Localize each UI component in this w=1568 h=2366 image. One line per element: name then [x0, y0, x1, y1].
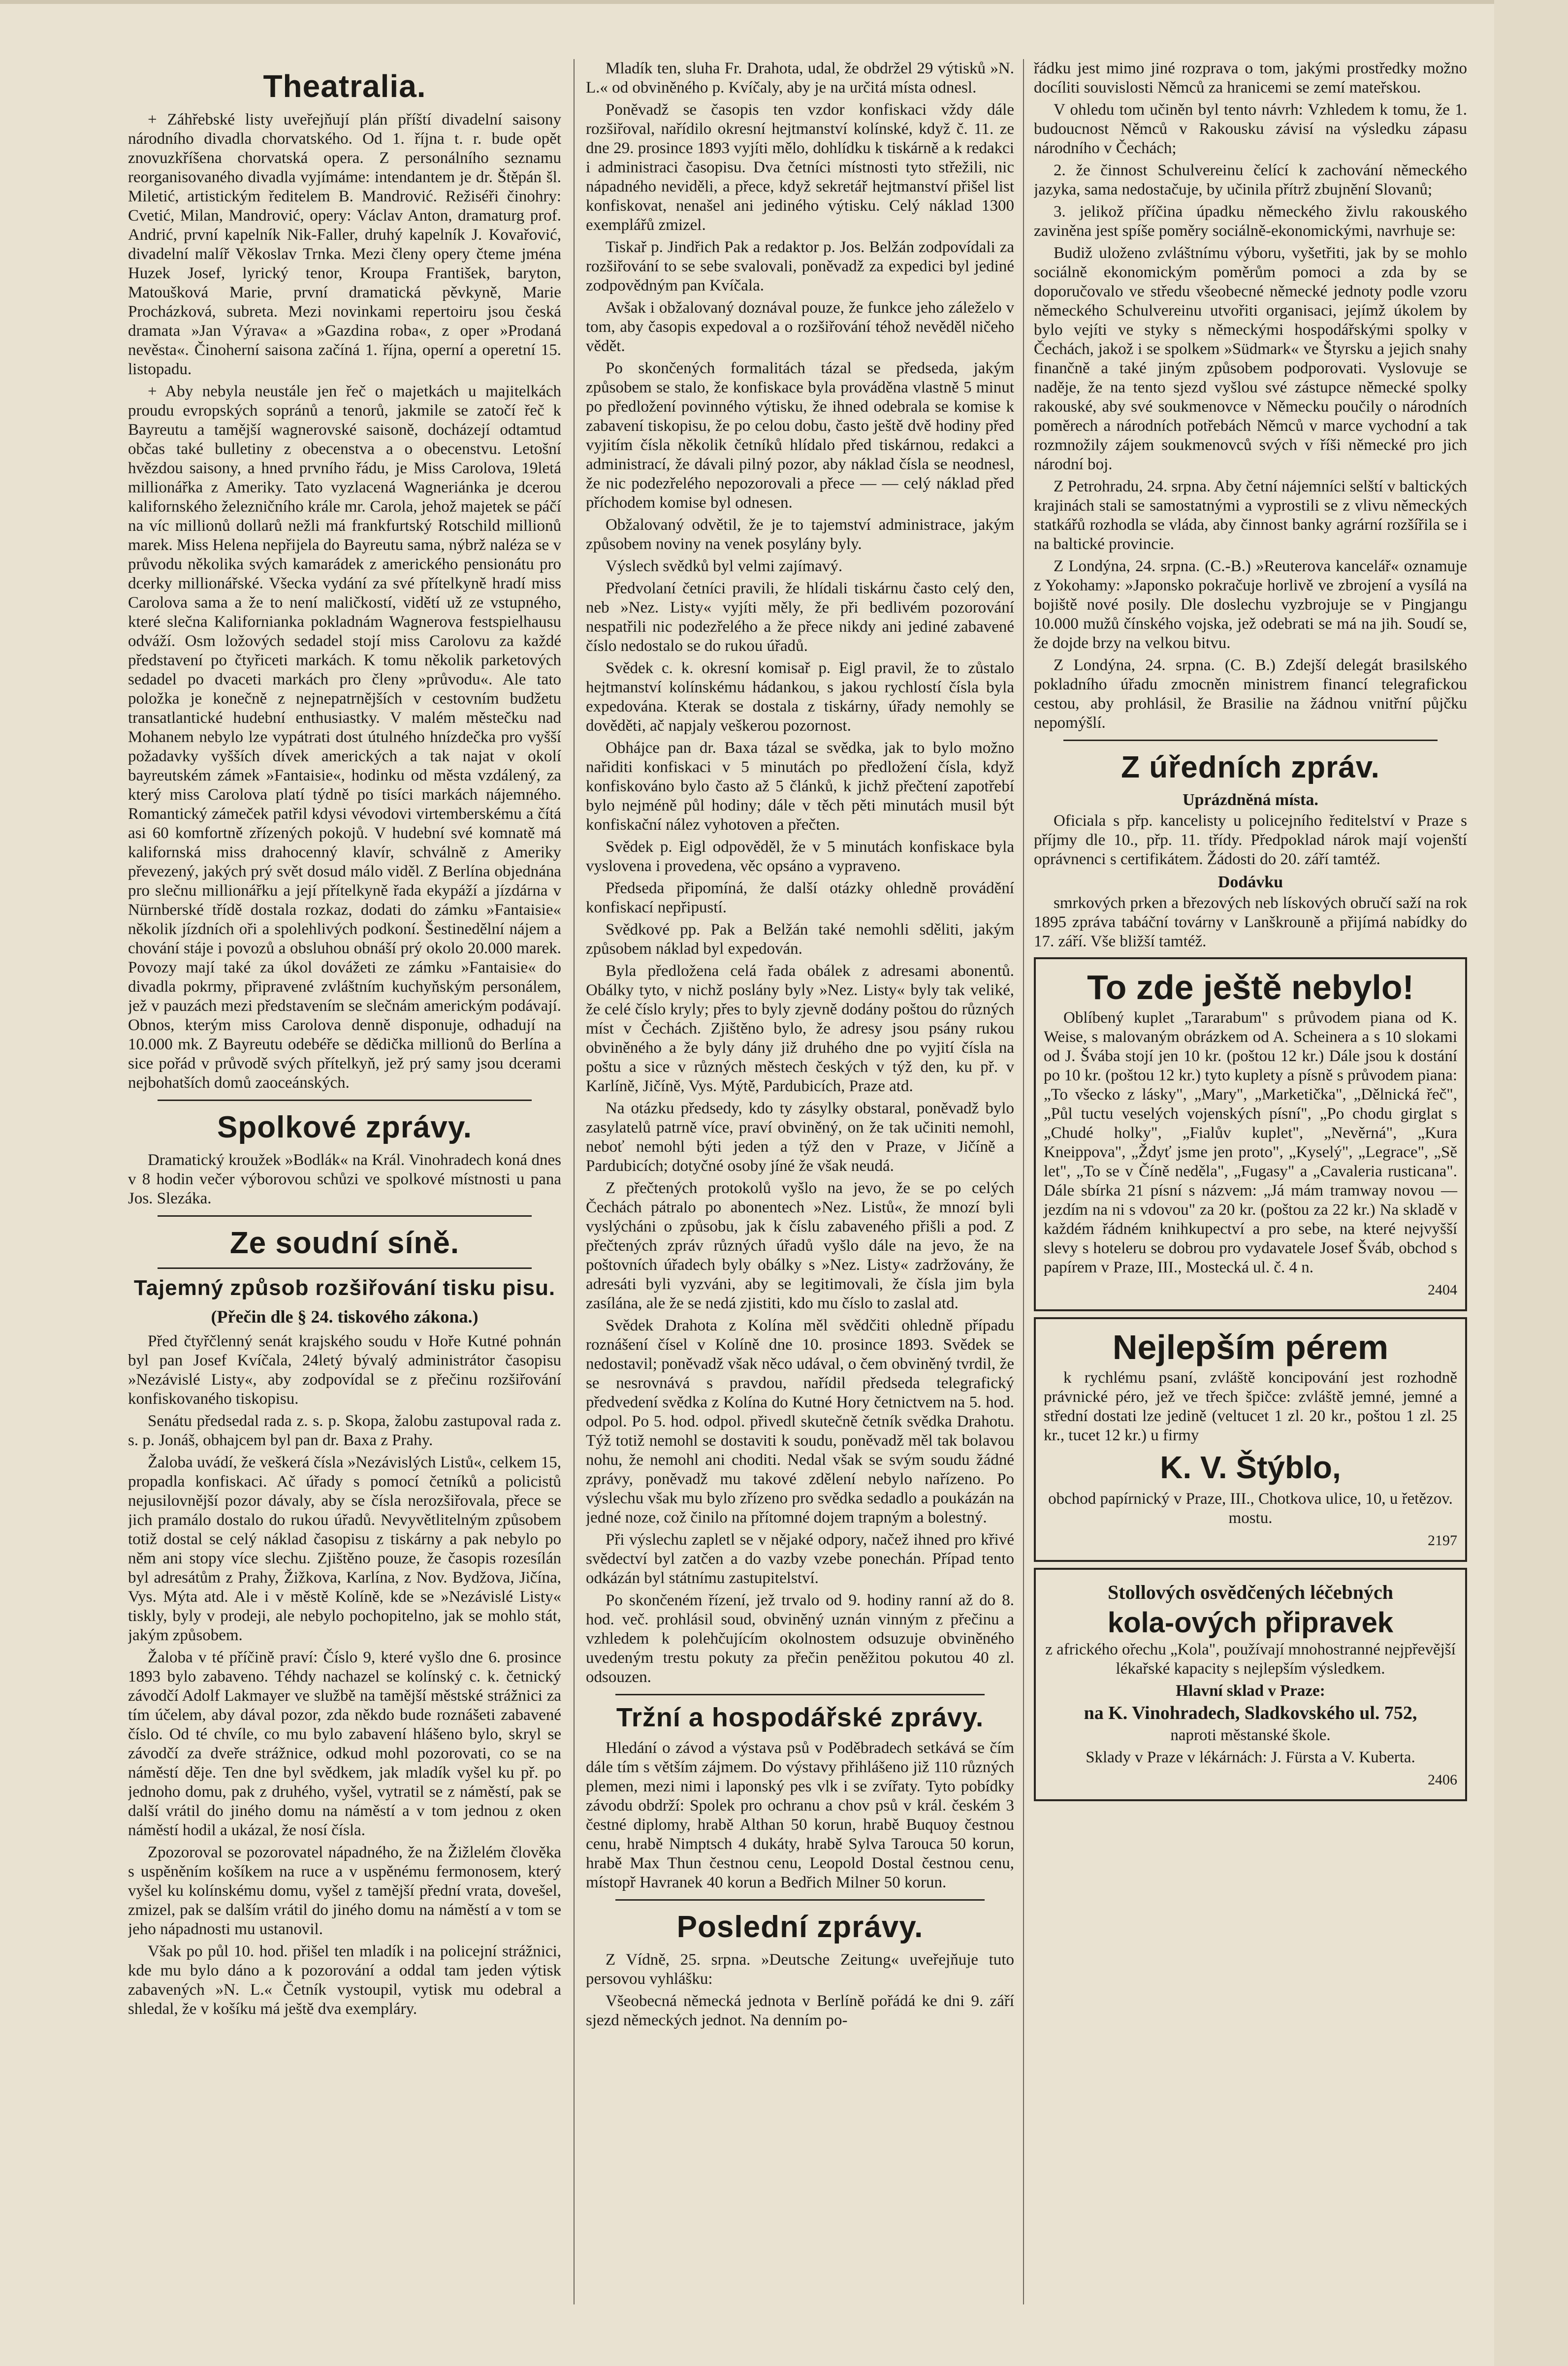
- spolkove-article: Dramatický kroužek »Bodlák« na Král. Vinohradech koná dnes v 8 hodin večer výborovou schůzi ve spolkové místnosti u pana Jos. Slezáka.: [128, 1151, 561, 1207]
- column-rule-2: [1023, 59, 1024, 2304]
- court-cont-10: Obhájce pan dr. Baxa tázal se svědka, jak to bylo možno nařiditi konfiskaci v 5 minutách po předložení čísla, když konfiskováno bylo často až 5 článků, k jichž přečtení zapotřebí bylo nejméně půl hodiny; dále v těch pěti minutách musil být konfiskační nález vyhotoven a přečten.: [586, 739, 1014, 834]
- ad-kola-title-2: kola-ových připravek: [1107, 1607, 1394, 1639]
- court-cont-18: Při výslechu zapletl se v nějaké odpory, načež ihned pro křivé svědectví byl zatčen a do vazby vzebe ponechán. Případ tento odkázán byl státnímu zastupitelství.: [586, 1531, 1014, 1587]
- news-cont-5: Budiž uloženo zvláštnímu výboru, vyšetřiti, jak by se mohlo sociálně ekonomickým poměrům pomoci a zda by se doporučovalo ve středu všeobecné německé jednoty podle vzoru německého Schulvereinu utvořiti organisaci, jejímž úkolem by bylo vejíti ve styky s německými hospodářskými spolky v Čechách, jakož i se spolkem »Südmark« ve Štyrsku a jejich snahy finančně a také jiným způsobem podporovati. Vyslovuje se naděje, že na tento sjezd vyšlou své zástupce německé spolky rakouské, aby své soukmenovce v Německu poučily o národních poměrech a národních potřebách Němců v marce vychodní a tak rozmnožily zájem soukmenovců svých v říši německé pro jich národní boj.: [1034, 244, 1467, 473]
- ad-pen-text: k rychlému psaní, zvláště koncipování jest rozhodně právnické péro, jež ve třech špičce: zvláště jemné, jemné a střední dostati lze jedině (veltucet 1 zl. 20 kr., poštou 1 zl. 25 kr., tucet 12 kr.) u firmy: [1044, 1369, 1457, 1444]
- ad-kola-address: na K. Vinohradech, Sladkovského ul. 752,: [1084, 1703, 1417, 1723]
- ad-kola-title-1: Stollových osvědčených léčebných: [1108, 1581, 1393, 1603]
- separator: [615, 1694, 985, 1695]
- ad-kola-address-2: naproti městanské škole.: [1170, 1726, 1331, 1744]
- court-cont-4: Avšak i obžalovaný doznával pouze, že funkce jeho záleželo v tom, aby časopis expedoval a o rozšiřování téhož nevěděl ničeho vědět.: [586, 299, 1014, 355]
- market-heading: Tržní a hospodářské zprávy.: [616, 1703, 984, 1732]
- court-cont-14: Byla předložena celá řada obálek z adresami abonentů. Obálky tyto, v nichž poslány byly »Nez. Listy« byly tak veliké, že celé číslo kryly; přes to byly zjevně dodány poštou do různých míst v Čechách. Zjištěno bylo, že adresy jsou psány rukou obviněného a že byly dány již druhého dne po vyjití čísla na poštu a sice v různých městech českých v týž den, ku př. v Karlíně, Jičíně, Vys. Mýtě, Pardubicích, Praze atd.: [586, 962, 1014, 1095]
- ad-pen: [1034, 1317, 1467, 1562]
- court-cont-6: Obžalovaný odvětil, že je to tajemství administrace, jakým způsobem noviny na venek posylány byly.: [586, 516, 1014, 553]
- ad-kola-pharmacies: Sklady v Praze v lékárnách: J. Fürsta a V. Kuberta.: [1086, 1749, 1415, 1766]
- court-heading: Ze soudní síně.: [229, 1226, 460, 1260]
- court-cont-16: Z přečtených protokolů vyšlo na jevo, že se po celých Čechách pátralo po abonentech »Nez. Listů«, že mnozí byli vyslýcháni o způsobu, jak k číslu zabaveného přišli a pod. Z přečtených zpráv různých úřadů vyšlo dále na jevo, že na poštovních úřadech byly obálky s »Nez. Listy« zadržovány, že adresáti byli vyzváni, aby se legitimovali, že čísla jim byla zasílána, ale že se nedá zjistiti, kdo mu číslo to zaslal atd.: [586, 1179, 1014, 1312]
- separator: [158, 1267, 532, 1269]
- page-top-edge: [0, 0, 1568, 4]
- supply-heading: Dodávku: [1217, 873, 1283, 891]
- news-cont-3: 2. že činnost Schulvereinu čelící k zachování německého jazyka, sama nedostačuje, by učinila přítrž zbujnění Slovanů;: [1034, 162, 1467, 198]
- court-cont-1: Mladík ten, sluha Fr. Drahota, udal, že obdržel 29 výtisků »N. L.« od obviněného p. Kvíčaly, aby je na určitá místa odnesl.: [586, 60, 1014, 97]
- separator: [615, 1899, 985, 1901]
- theatre-article-1: + Záhřebské listy uveřejňují plán příští divadelní saisony národního divadla chorvatského. Od 1. října t. r. bude opět znovuzkříšena chorvatská opera. Z personálního seznamu reorganisovaného divadla vyjímáme: intendantem je dr. Štěpán šl. Miletić, artistickým ředitelem B. Mandrović. Režiséři činohry: Cvetić, Milan, Mandrović, opery: Václav Anton, dramaturg prof. Andrić, první kapelník Nik-Faller, druhý kapelník J. Kovařović, divadelní malíř Věkoslav Trnka. Mezi členy opery čteme jména Huzek Josef, lyrický tenor, Kroupa František, baryton, Matoušková Marie, první dramatická pěvkyně, Marie Procházková, subreta. Mezi novinkami repertoiru jsou česká dramata »Jan Výrava« a »Gazdina roba«, z oper »Prodaná nevěsta«. Činoherní saisona začíná 1. října, operní a operetní 15. listopadu.: [128, 111, 561, 378]
- ad-pen-firm: K. V. Štýblo,: [1160, 1450, 1341, 1485]
- column-2: [586, 59, 1014, 2304]
- court-cont-9: Svědek c. k. okresní komisař p. Eigl pravil, že to zůstalo hejtmanství kolínskému hádankou, s jakou rychlostí čísla byla expedována. Kterak se dostala z tiskárny, úřady nemohly se dověděti, ač napjaly veškerou pozornost.: [586, 659, 1014, 735]
- separator: [158, 1100, 532, 1101]
- separator: [1063, 740, 1438, 741]
- column-rule-1: [574, 59, 575, 2304]
- ad-tararabum-text: Oblíbený kuplet „Tararabum" s průvodem piana od K. Weise, s malovaným obrázkem od A. Scheinera a s 10 slokami od J. Švába stojí jen 10 kr. (poštou 12 kr.) Dále jsou k dostání po 10 kr. (poštou 12 kr.) tyto kuplety a písně s průvodem piana: „To všecko z lásky", „Mary", „Marketička", „Dělnická řeč", „Půl tuctu veselých vojenských písní", „Po chodu girglat s „Chudé holky", „Fialův kuplet", „Nevěrná", „Kura Kneippova", „Ždyť jsme jen proto", „Kyselý", „Legrace", „Sě let", „To se v Číně neděla", „Fugasy" a „Cavaleria rusticana". Dále sbírka 21 písní s názvem: „Já mám tramway novou — jezdím na ni s vdovou" za 20 kr. (poštou za 22 kr.) Na skladě v každém řádném knihkupectví a pro sebe, na které nejvyšší slevy s hoteleru se dobrou pro vydavatele Josef Šváb, obchod s papírem v Praze, III., Mostecká ul. č. 4 n.: [1044, 1009, 1457, 1276]
- news-cont-2: V ohledu tom učiněn byl tento návrh: Vzhledem k tomu, že 1. budoucnost Němců v Rakousku závisí na výsledku zápasu národního v Čechách;: [1034, 101, 1467, 157]
- news-cont-8: Z Londýna, 24. srpna. (C. B.) Zdejší delegát brasilského pokladního úřadu zmocněn ministrem financí telegrafickou cestou, aby prohlásil, že Brasilie na žádnou vnitřní půjčku nepomýšlí.: [1034, 656, 1467, 732]
- court-cont-17: Svědek Drahota z Kolína měl svědčiti ohledně případu roznášení čísel v Kolíně dne 10. prosince 1893. Svědek se nedostavil; poněvadž však něco udával, o čem obviněný tvrdil, že se nesrovnává s pravdou, nařídil předseda telegrafický předvedení svědka z Kolína do Kutné Hory četnictvem na 5. hod. odpol. Po 5. hod. odpol. přivedl skutečně četník svědka Drahotu. Týž totiž nemohl se dostaviti k soudu, poněvadž měl tak bolavou nohu, že nemohl ani choditi. Nedal však se svým soudu žádné zprávy, poněvadž mu takové zdělení nebylo nařízeno. Po výslechu však mu bylo zřízeno pro svědka sedadlo a poukázán na jedné noze, což činilo na přítomné dojem trapným a bolestný.: [586, 1317, 1014, 1526]
- official-news-heading: Z úředních zpráv.: [1121, 750, 1380, 784]
- ad-kola: [1034, 1568, 1467, 1801]
- news-cont-4: 3. jelikož příčina úpadku německého živlu rakouského zaviněna jest spíše poměry sociálně-ekonomickými, navrhuje se:: [1034, 203, 1467, 240]
- court-cont-15: Na otázku předsedy, kdo ty zásylky obstaral, poněvadž bylo zasylatelů patrně více, praví obviněný, on že tak učiniti nemohl, neboť nemohl býti jeden a týž den v Praze, v Jičíně a Pardubicích; dotyčné osoby jíné že však neudá.: [586, 1100, 1014, 1175]
- court-cont-19: Po skončeném řízení, jež trvalo od 9. hodiny ranní až do 8. hod. več. prohlásil soud, obviněný uznán vinným z přečinu a vzhledem k polehčujícím okolnostem odsuzuje obviněného uvedeným trestu pokuty za přečin peněžitou pokutou 40 zl. odsouzen.: [586, 1591, 1014, 1686]
- ad-tararabum-number: 2404: [1428, 1282, 1457, 1298]
- court-paragraph-4: Žaloba v té příčině praví: Číslo 9, které vyšlo dne 6. prosince 1893 bylo zabaveno. Téhdy nachazel se kolínský c. k. četnický závodčí Adolf Lakmayer ve službě na tamější městské strážnici za tím účelem, aby dával pozor, zda někdo bude roznášeti zabavené číslo. Od té chvíle, co mu bylo zabavení hlášeno bylo, skryl se závodčí za dveře strážnice, odkud mohl pozorovati, co se na náměstí děje. Ten dne byl svědkem, jak mladík vyšel ku př. po jednoho domu, pak z druhého, vyšel, vytratil se z náměstí, pak se další vrátil do jiného domu na náměstí a v tom jednou z oken náměstí hodil a ukázal, že nosí čísla.: [128, 1649, 561, 1839]
- court-paragraph-1: Před čtyřčlenný senát krajského soudu v Hoře Kutné pohnán byl pan Josef Kvíčala, 24letý bývalý administrátor časopisu »Nezávislé Listy«, aby zodpovídal se z přečinu rozšiřování konfiskovaného tiskopisu.: [128, 1332, 561, 1408]
- supply-text: smrkových prken a březových neb lískových obručí saží na rok 1895 zpráva tabáční továrny v Lanškrouně a přijímá nabídky do 17. září. Vše bližší tamtéž.: [1034, 894, 1467, 950]
- ad-kola-warehouse: Hlavní sklad v Praze:: [1176, 1682, 1325, 1700]
- column-1: [128, 59, 561, 2304]
- latest-news-heading: Poslední zprávy.: [676, 1910, 924, 1944]
- separator: [158, 1215, 532, 1217]
- court-paragraph-3: Žaloba uvádí, že veškerá čísla »Nezávislých Listů«, celkem 15, propadla konfiskaci. Ač úřady s pomocí četníků a policistů nejusilovnější pozor dávaly, aby se čísla nerozšiřovala, přece se jich pramálo dostalo do rukou úřadů. Nevyvětlitelným způsobem totiž dostal se celý náklad časopisu z tiskárny a pak nebylo po něm ani stopy více slechu. Zjištěno pouze, že časopis rozesílán byl adresátům z Prahy, Žižkova, Karlína, z Nov. Bydžova, Jičína, Vys. Mýta atd. Ale i v městě Kolíně, kde se »Nezávislé Listy« tiskly, byly v prodeji, ale nebylo pochopitelno, jak se mohlo stát, jakým způsobem.: [128, 1454, 561, 1644]
- page-right-edge: [1494, 0, 1568, 2366]
- court-paragraph-5: Zpozoroval se pozorovatel nápadného, že na Žižlelém člověka s uspěněním košíkem na ruce a v uspěnému fermonosem, který vyšel ku kolínskému domu, vyšel z tamější přední vrata, dovešel, zmizel, pak se dalším vrátil do jiného domu na náměstí a v tom se jeho nápadnosti mu ustanovil.: [128, 1844, 561, 1938]
- vacancies-text: Oficiala s přp. kancelisty u policejního ředitelství v Praze s příjmy dle 10., přp. 11. třídy. Předpoklad nárok mají vojenští oprávnenci s certifikátem. Žádosti do 20. září tamtéž.: [1034, 812, 1467, 868]
- ad-tararabum-title: To zde ještě nebylo!: [1087, 968, 1414, 1006]
- theatre-article-2: + Aby nebyla neustále jen řeč o majetkách u majitelkách proudu evropských sopránů a tenorů, jakmile se zatočí řeč k Bayreutu a tamější wagnerovské saisoně, docházejí odtamtud občas také bulletiny z obecenstva a o obecenstvu. Letošní hvězdou saisony, a hned prvního řádu, je Miss Carolova, 19letá millionářka z Ameriky. Tato vyzlacená Wagneriánka je dcerou kalifornského železničního krále mr. Carola, jehož majetek se páčí na víc millionů dollarů nežli má frankfurtský Rotschild millionů marek. Miss Helena nepřijela do Bayreutu sama, nýbrž naléza se v průvodu několika svých kamarádek z amerického pensionátu pro dcerky millionářské. Všecka vydání za své přítelkyně hradí miss Carolova sama a že to není maličkostí, vidětí už ze vstupného, které slečna Kalifornianka pokladnám Wagnerova festspielhausu odváží. Osm ložových sedadel stojí miss Carolovu za každé představení po čtyřiceti markách. K tomu několik parketových sedadel po dvaceti markách pro členy »průvodu«. Ale tato položka je konečně z nejnepatrnějších v cestovním budžetu transatlantické hudební enthusiastky. V malém městečku nad Mohanem nebylo lze vypátrati dost útulného hnízdečka pro vyšší požadavky vyšších dívek amerických a tak najat v okolí bayreutském zámek »Fantaisie«, hodinku od města vzdálený, za který miss Carolova platí týdně po tisíci markách nájemného. Romantický zámeček patřil kdysi vévodovi virtemberskému a čítá asi 60 komfortně zřízených pokojů. V hudební své komnatě má kalifornská miss drahocenný klavír, schválně z Ameriky převezený, jakých prý svět dosud málo viděl. Z Berlína objednána pro slečnu millionářku a její přítelkyně řada ekypáží a jízdárna v Nürnberské třídě dostala rozkaz, dodati do zámku »Fantaisie« několik jízdních oři a spolehlivých podkoní. Šestinedělní nájem a chování stáje i povozů a obsluhou obnáší prý okolo 20.000 marek. Povozy mají také za úkol dovážeti ze zámku »Fantaisie« do divadla pokrmy, připravené zvláštním kuchyňským personálem, jež v pauzách mezi představením se slečnám americkým podávají. Obnos, kterým miss Carolova denně disponuje, odhadují na 10.000 mk. Z Bayreutu odebéře se dědička millionů do Berlína a sice pořád v průvodě svých přítelkyň, jež prý samy jsou dcerami nejbohatších domů zaoceánských.: [128, 383, 561, 1092]
- ad-pen-number: 2197: [1428, 1532, 1457, 1549]
- court-article-subtitle: (Přečin dle § 24. tiskového zákona.): [211, 1307, 479, 1327]
- court-cont-2: Poněvadž se časopis ten vzdor konfiskaci vždy dále rozšiřoval, nařídilo okresní hejtmanství kolínské, když č. 11. ze dne 29. prosince 1893 vyjíti mělo, dohlídku k tiskárně a k redakci i administraci časopisu. Dva četníci místnosti tyto střežili, nic nápadného neviděli, a přece, když sekretář hejtmanství přišel list konfiskovat, nenašel ani jediného výtisku. Celý náklad 1300 exemplářů zmizel.: [586, 101, 1014, 234]
- ad-tararabum: [1034, 957, 1467, 1311]
- vacancies-heading: Uprázdněná místa.: [1183, 791, 1318, 809]
- court-paragraph-6: Však po půl 10. hod. přišel ten mladík i na policejní strážnici, kde mu bylo dáno a k pozorování a oddal tam jeden výtisk zabavených »N. L.« Četník vystoupil, vytisk mu odebral a shledal, že v košíku má ještě dva exempláry.: [128, 1943, 561, 2018]
- news-cont-6: Z Petrohradu, 24. srpna. Aby četní nájemníci selští v baltických krajinách stali se samostatnými a vyprostili se z vlivu německých statkářů rozhodla se vláda, aby činnost banky agrární rozšířila se i na baltické provincie.: [1034, 478, 1467, 553]
- news-cont-1: řádku jest mimo jiné rozprava o tom, jakými prostředky možno docíliti souvislosti Němců za hranicemi se zemí mateřskou.: [1034, 60, 1467, 97]
- court-cont-11: Svědek p. Eigl odpověděl, že v 5 minutách konfiskace byla vyslovena i provedena, věc opsáno a vypraveno.: [586, 838, 1014, 875]
- market-article: Hledání o závod a výstava psů v Poděbradech setkává se čím dále tím s větším zájmem. Do výstavy přihlášeno již 110 různých plemen, mezi nimi i laponský pes vlk i se zvířaty. Tyto pobídky závodu obdrží: Spolek pro ochranu a chov psů v král. českém 3 čestné diplomy, hrabě Althan 50 korun, hrabě Buquoy čestnou cenu, hrabě Nimptsch 4 dukáty, hrabě Sylva Tarouca 50 korun, hrabě Max Thun čestnou cenu, Leopold Dostal čestnou cenu, místopř Havranek 40 korun a Bedřich Milner 50 korun.: [586, 1739, 1014, 1891]
- court-cont-13: Svědkové pp. Pak a Belžán také nemohli sděliti, jakým způsobem náklad byl expedován.: [586, 921, 1014, 958]
- court-article-title: Tajemný způsob rozšiřování tisku pisu.: [133, 1276, 556, 1300]
- court-cont-3: Tiskař p. Jindřich Pak a redaktor p. Jos. Belžán zodpovídali za rozšiřování to se sebe svalovali, poněvadž za expedici byl jediné zodpovědným pan Kvíčala.: [586, 238, 1014, 294]
- ad-kola-number: 2406: [1428, 1772, 1457, 1788]
- court-paragraph-2: Senátu předsedal rada z. s. p. Skopa, žalobu zastupoval rada z. s. p. Jonáš, obhajcem byl pan dr. Baxa z Prahy.: [128, 1412, 561, 1449]
- court-cont-8: Předvolaní četníci pravili, že hlídali tiskárnu často celý den, neb »Nez. Listy« vyjíti měly, že při bedlivém pozorování nespatřili nic podezřelého a že přece nikdy ani jediné zabavené číslo nedostalo se do rukou úřadů.: [586, 580, 1014, 655]
- ad-kola-text: z afrického ořechu „Kola", používají mnohostranné nejpřevější lékařské kapacity s nejlepším výsledkem.: [1045, 1641, 1456, 1678]
- latest-news-1: Z Vídně, 25. srpna. »Deutsche Zeitung« uveřejňuje tuto persovou vyhlášku:: [586, 1951, 1014, 1988]
- court-cont-7: Výslech svědků byl velmi zajímavý.: [606, 557, 843, 575]
- news-cont-7: Z Londýna, 24. srpna. (C.-B.) »Reuterova kancelář« oznamuje z Yokohamy: »Japonsko pokračuje horlivě ve zbrojení a vysílá na bojiště nové posily. Dle doslechu vyzbrojuje se v Pingjangu 10.000 mužů čínského vojska, jež odebrati se má na jih. Soudí se, že dojde brzy na velkou bitvu.: [1034, 557, 1467, 652]
- court-cont-5: Po skončených formalitách tázal se předseda, jakým způsobem se stalo, že konfiskace byla prováděna vlastně 5 minut po předložení povinného výtisku, že ihned odebrala se komise k zabavení tiskopisu, že po celou dobu, často ještě dvě hodiny před vyjitím čísla několik četníků hlídalo před tiskárnou, redakci a administrací, že dávali pilný pozor, aby náklad čísla se neodnesl, že nic podezřelého nepozorovali a přece — — celý náklad před příchodem komise byl odnesen.: [586, 359, 1014, 512]
- latest-news-2: Všeobecná německá jednota v Berlíně pořádá ke dni 9. září sjezd německých jednot. Na denním po-: [586, 1992, 1014, 2029]
- ad-pen-title: Nejlepším pérem: [1112, 1328, 1389, 1366]
- column-3: [1034, 59, 1467, 2304]
- court-cont-12: Předseda připomíná, že další otázky ohledně provádění konfiskací nepřipustí.: [586, 879, 1014, 916]
- ad-pen-address: obchod papírnický v Praze, III., Chotkova ulice, 10, u řetězov. mostu.: [1048, 1490, 1453, 1527]
- theatre-heading: Theatralia.: [263, 68, 426, 104]
- spolkove-heading: Spolkové zprávy.: [217, 1110, 472, 1144]
